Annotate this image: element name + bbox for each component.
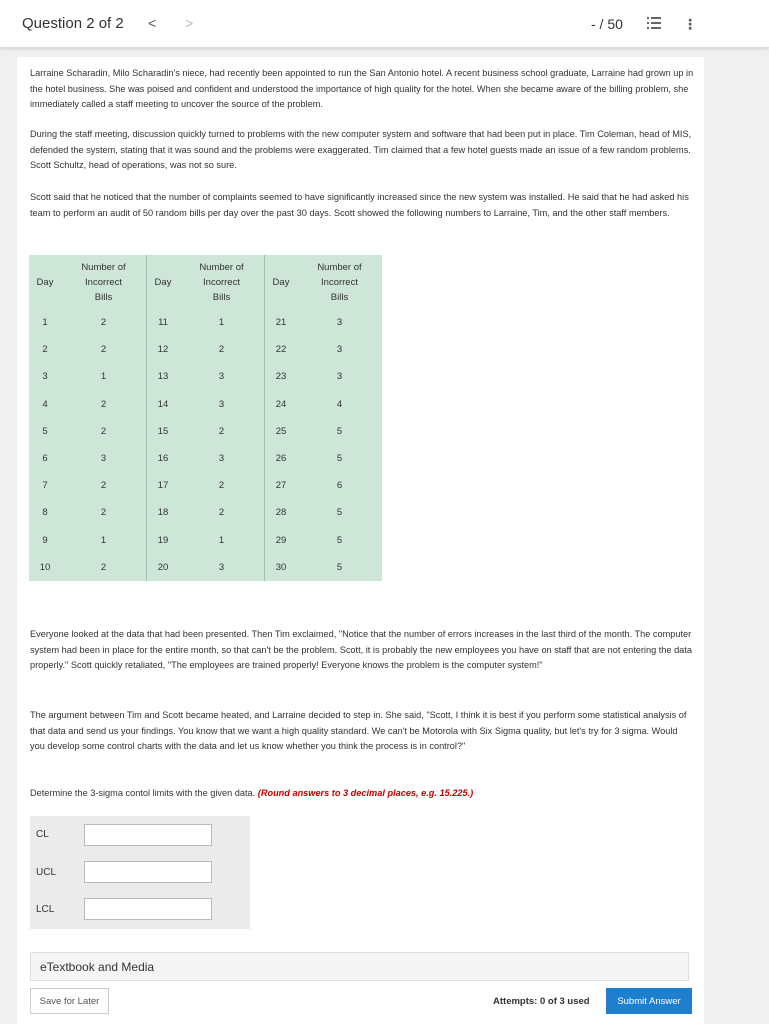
day-cell: 26 — [275, 453, 287, 465]
incorrect-bills-cell: 1 — [179, 527, 265, 554]
incorrect-bills-cell: 1 — [61, 527, 147, 554]
question-title: Question 2 of 2 — [22, 15, 124, 32]
incorrect-bills-cell: 1 — [179, 309, 265, 336]
day-cell: 11 — [158, 317, 168, 329]
submit-answer-button[interactable]: Submit Answer — [606, 988, 692, 1014]
header-line: Number of — [199, 261, 244, 273]
day-cell: 30 — [275, 561, 287, 573]
incorrect-bills-cell: 2 — [61, 418, 147, 445]
day-cell: 10 — [39, 561, 51, 573]
header-line: Bills — [212, 291, 231, 303]
day-cell: 19 — [157, 534, 169, 546]
incorrect-bills-table — [29, 255, 382, 581]
incorrect-bills-cell: 3 — [336, 371, 343, 383]
day-cell: 9 — [42, 534, 48, 546]
day-cell: 28 — [275, 507, 287, 519]
header-day: Day — [36, 276, 54, 288]
day-cell: 14 — [157, 398, 169, 410]
instruction-text — [30, 786, 694, 802]
table-row — [29, 554, 382, 581]
day-cell: 7 — [42, 480, 48, 492]
day-cell: 1 — [42, 317, 48, 329]
table-row — [29, 418, 382, 445]
incorrect-bills-cell: 6 — [336, 480, 343, 492]
header-line: Incorrect — [85, 276, 122, 288]
previous-question-icon[interactable]: < — [148, 15, 157, 31]
header-line: Incorrect — [203, 276, 240, 288]
table-body — [29, 309, 382, 581]
day-cell: 4 — [42, 398, 48, 410]
attempts-counter: Attempts: 0 of 3 used — [493, 996, 590, 1007]
day-cell: 5 — [42, 425, 48, 437]
incorrect-bills-cell: 2 — [179, 472, 265, 499]
lcl-input[interactable] — [84, 898, 212, 920]
cl-input[interactable] — [84, 824, 212, 846]
incorrect-bills-cell: 5 — [336, 453, 343, 465]
next-question-icon[interactable]: > — [185, 15, 194, 31]
header-line: Bills — [94, 291, 113, 303]
day-cell: 6 — [42, 453, 48, 465]
case-paragraph-1: Larraine Scharadin, Milo Scharadin's niece, had recently been appointed to run the San Antonio hotel. A recent business school graduate, Larraine had grown up in the hotel business. She was poised and confident and understood the importance of high quality for the hotel. When she became aware of the billing problem, she immediately called a staff meeting to uncover the source of the problem. — [30, 68, 694, 109]
table-header-row — [29, 255, 382, 309]
table-row — [29, 309, 382, 336]
incorrect-bills-cell: 3 — [61, 445, 147, 472]
score-display: - / 50 — [591, 16, 623, 32]
ucl-label: UCL — [36, 867, 57, 878]
header-incorrect-bills — [297, 255, 382, 309]
case-paragraph-5: The argument between Tim and Scott became heated, and Larraine decided to step in. She said, "Scott, I think it is best if you perform some statistical analysis of that data and send us your findings. You know that we want a high quality standard. We can't be Motorola with Six Sigma quality, but let's try for 3 sigma. Would you develop some control charts with the data and let us know whether you think the process is in control?" — [30, 710, 687, 751]
case-paragraph-2: During the staff meeting, discussion quickly turned to problems with the new computer system and software that had been put in place. Tim Coleman, head of MIS, defended the system, stating that it was sound and the problems were exaggerated. Tim claimed that a few hotel guests made an issue of a few random problems. Scott Schultz, head of operations, was not so sure. — [30, 129, 692, 170]
incorrect-bills-cell: 2 — [61, 499, 147, 526]
ucl-input[interactable] — [84, 861, 212, 883]
incorrect-bills-cell: 2 — [179, 418, 265, 445]
table-row — [29, 391, 382, 418]
question-list-icon[interactable] — [647, 17, 661, 29]
day-cell: 13 — [157, 371, 169, 383]
header-day: Day — [154, 276, 172, 288]
day-cell: 23 — [275, 371, 287, 383]
day-cell: 15 — [157, 425, 169, 437]
day-cell: 16 — [157, 453, 169, 465]
table-row — [29, 336, 382, 363]
incorrect-bills-cell: 1 — [61, 363, 147, 390]
day-cell: 18 — [157, 507, 169, 519]
table-row — [29, 445, 382, 472]
day-cell: 25 — [275, 425, 287, 437]
incorrect-bills-cell: 3 — [336, 317, 343, 329]
lcl-label: LCL — [36, 904, 55, 915]
incorrect-bills-cell: 3 — [179, 554, 265, 581]
incorrect-bills-cell: 5 — [336, 534, 343, 546]
incorrect-bills-cell: 4 — [336, 398, 343, 410]
more-options-icon[interactable]: ⋮ — [683, 16, 697, 32]
table-row — [29, 527, 382, 554]
day-cell: 2 — [42, 344, 48, 356]
incorrect-bills-cell: 2 — [61, 554, 147, 581]
day-cell: 20 — [157, 561, 169, 573]
question-card — [17, 57, 704, 1024]
table-row — [29, 363, 382, 390]
day-cell: 8 — [42, 507, 48, 519]
incorrect-bills-cell: 3 — [179, 445, 265, 472]
incorrect-bills-cell: 5 — [336, 561, 343, 573]
incorrect-bills-cell: 3 — [336, 344, 343, 356]
header-line: Number of — [81, 261, 126, 273]
incorrect-bills-cell: 2 — [61, 391, 147, 418]
cl-label: CL — [36, 829, 49, 840]
rounding-hint: (Round answers to 3 decimal places, e.g. 15.225.) — [257, 788, 474, 798]
header-line: Incorrect — [321, 276, 358, 288]
case-paragraph-4: Everyone looked at the data that had been presented. Then Tim exclaimed, "Notice that the number of errors increases in the last third of the month. The computer system had been in place for the entire month, so that can't be the problem. Scott, it is probably the new employees you have on staff that are not entering the data properly." Scott quickly retaliated, "The employees are trained properly! Everyone knows the problem is the computer system!" — [30, 629, 692, 670]
incorrect-bills-cell: 2 — [179, 336, 265, 363]
day-cell: 29 — [275, 534, 287, 546]
day-cell: 12 — [157, 344, 169, 356]
incorrect-bills-cell: 2 — [179, 499, 265, 526]
day-cell: 21 — [275, 317, 287, 329]
incorrect-bills-cell: 5 — [336, 507, 343, 519]
incorrect-bills-cell: 5 — [336, 425, 343, 437]
incorrect-bills-cell: 3 — [179, 391, 265, 418]
day-cell: 17 — [157, 480, 169, 492]
table-row — [29, 499, 382, 526]
answer-box — [30, 816, 250, 929]
top-bar — [0, 0, 769, 48]
incorrect-bills-cell: 2 — [61, 309, 147, 336]
day-cell: 27 — [275, 480, 287, 492]
save-for-later-button[interactable]: Save for Later — [30, 988, 109, 1014]
header-line: Bills — [330, 291, 349, 303]
day-cell: 3 — [42, 371, 48, 383]
incorrect-bills-cell: 2 — [61, 472, 147, 499]
incorrect-bills-cell: 3 — [179, 363, 265, 390]
instruction-label: Determine the 3-sigma contol limits with the given data. — [30, 788, 256, 798]
day-cell: 24 — [275, 398, 287, 410]
header-incorrect-bills — [179, 255, 265, 309]
etextbook-media-panel[interactable] — [30, 952, 689, 981]
header-incorrect-bills — [61, 255, 147, 309]
etextbook-media-label: eTextbook and Media — [40, 960, 155, 974]
case-paragraph-3: Scott said that he noticed that the number of complaints seemed to have significantly increased since the new system was installed. He said that he had asked his team to perform an audit of 50 random bills per day over the past 30 days. Scott showed the following numbers to Larraine, Tim, and the other staff members. — [30, 192, 689, 218]
table-row — [29, 472, 382, 499]
header-day: Day — [272, 276, 290, 288]
day-cell: 22 — [275, 344, 287, 356]
incorrect-bills-cell: 2 — [61, 336, 147, 363]
header-line: Number of — [317, 261, 362, 273]
